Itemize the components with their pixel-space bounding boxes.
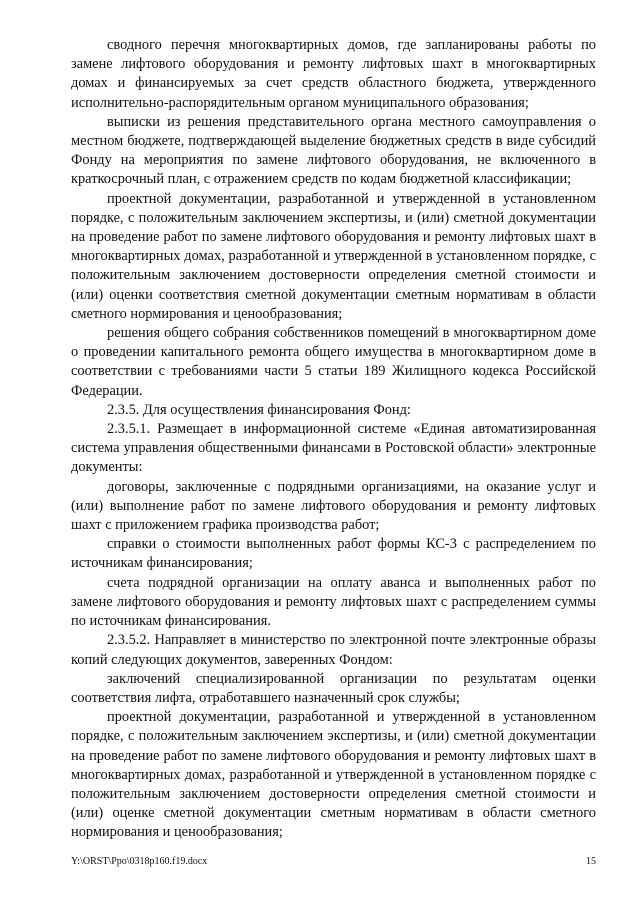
page-number: 15 [586, 856, 596, 867]
paragraph-3: проектной документации, разработанной и утвержденной в установленном порядке, с положительным заключением экспертизы, и (или) сметной документации на проведение работ по замене лифтового оборудования и ремонту лифтовых шахт в многоквартирных домах, разработанной и утвержденной в установленном порядке, с положительным заключением достоверности определения сметной стоимости и (или) оценки соответствия сметной документации сметным нормативам в области сметного нормирования и ценообразования; [71, 190, 596, 322]
paragraph-2: выписки из решения представительного органа местного самоуправления о местном бюджете, подтверждающей выделение бюджетных средств в виде субсидий Фонду на мероприятия по замене лифтового оборудования, не включенного в краткосрочный план, с отражением средств по кодам бюджетной классификации; [71, 113, 596, 188]
paragraph-11: заключений специализированной организации по результатам оценки соответствия лифта, отработавшего назначенный срок службы; [71, 670, 596, 706]
paragraph-7: договоры, заключенные с подрядными организациями, на оказание услуг и (или) выполнение работ по замене лифтового оборудования и ремонту лифтовых шахт с приложением графика производства работ; [71, 478, 596, 534]
document-body [71, 36, 596, 843]
paragraph-4: решения общего собрания собственников помещений в многоквартирном доме о проведении капитального ремонта общего имущества в многоквартирном доме в соответствии с требованиями части 5 статьи 189 Жилищного кодекса Российской Федерации. [71, 325, 596, 399]
paragraph-8: справки о стоимости выполненных работ формы КС-3 с распределением по источникам финансирования; [71, 536, 596, 572]
paragraph-5: 2.3.5. Для осуществления финансирования Фонд: [107, 401, 411, 418]
paragraph-10: 2.3.5.2. Направляет в министерство по электронной почте электронные образы копий следующих документов, заверенных Фондом: [71, 632, 596, 668]
paragraph-9: счета подрядной организации на оплату аванса и выполненных работ по замене лифтового оборудования и ремонту лифтовых шахт с распределением суммы по источникам финансирования. [71, 574, 596, 630]
file-path: Y:\ORST\Ppo\0318p160.f19.docx [71, 856, 208, 867]
page-footer [71, 855, 596, 869]
paragraph-1: сводного перечня многоквартирных домов, где запланированы работы по замене лифтового оборудования и ремонту лифтовых шахт в многоквартирных домах и финансируемых за счет средств областного бюджета, утвержденного исполнительно-распорядительным органом муниципального образования; [71, 37, 596, 111]
paragraph-6: 2.3.5.1. Размещает в информационной системе «Единая автоматизированная система управления общественными финансами в Ростовской области» электронные документы: [71, 421, 596, 476]
paragraph-12: проектной документации, разработанной и утвержденной в установленном порядке, с положительным заключением экспертизы, и (или) сметной документации на проведение работ по замене лифтового оборудования и ремонту лифтовых шахт в многоквартирных домах, разработанной и утвержденной в установленном порядке с положительным заключением достоверности определения сметной стоимости и (или) оценке сметной документации сметным нормативам в области сметного нормирования и ценообразования; [71, 709, 596, 841]
